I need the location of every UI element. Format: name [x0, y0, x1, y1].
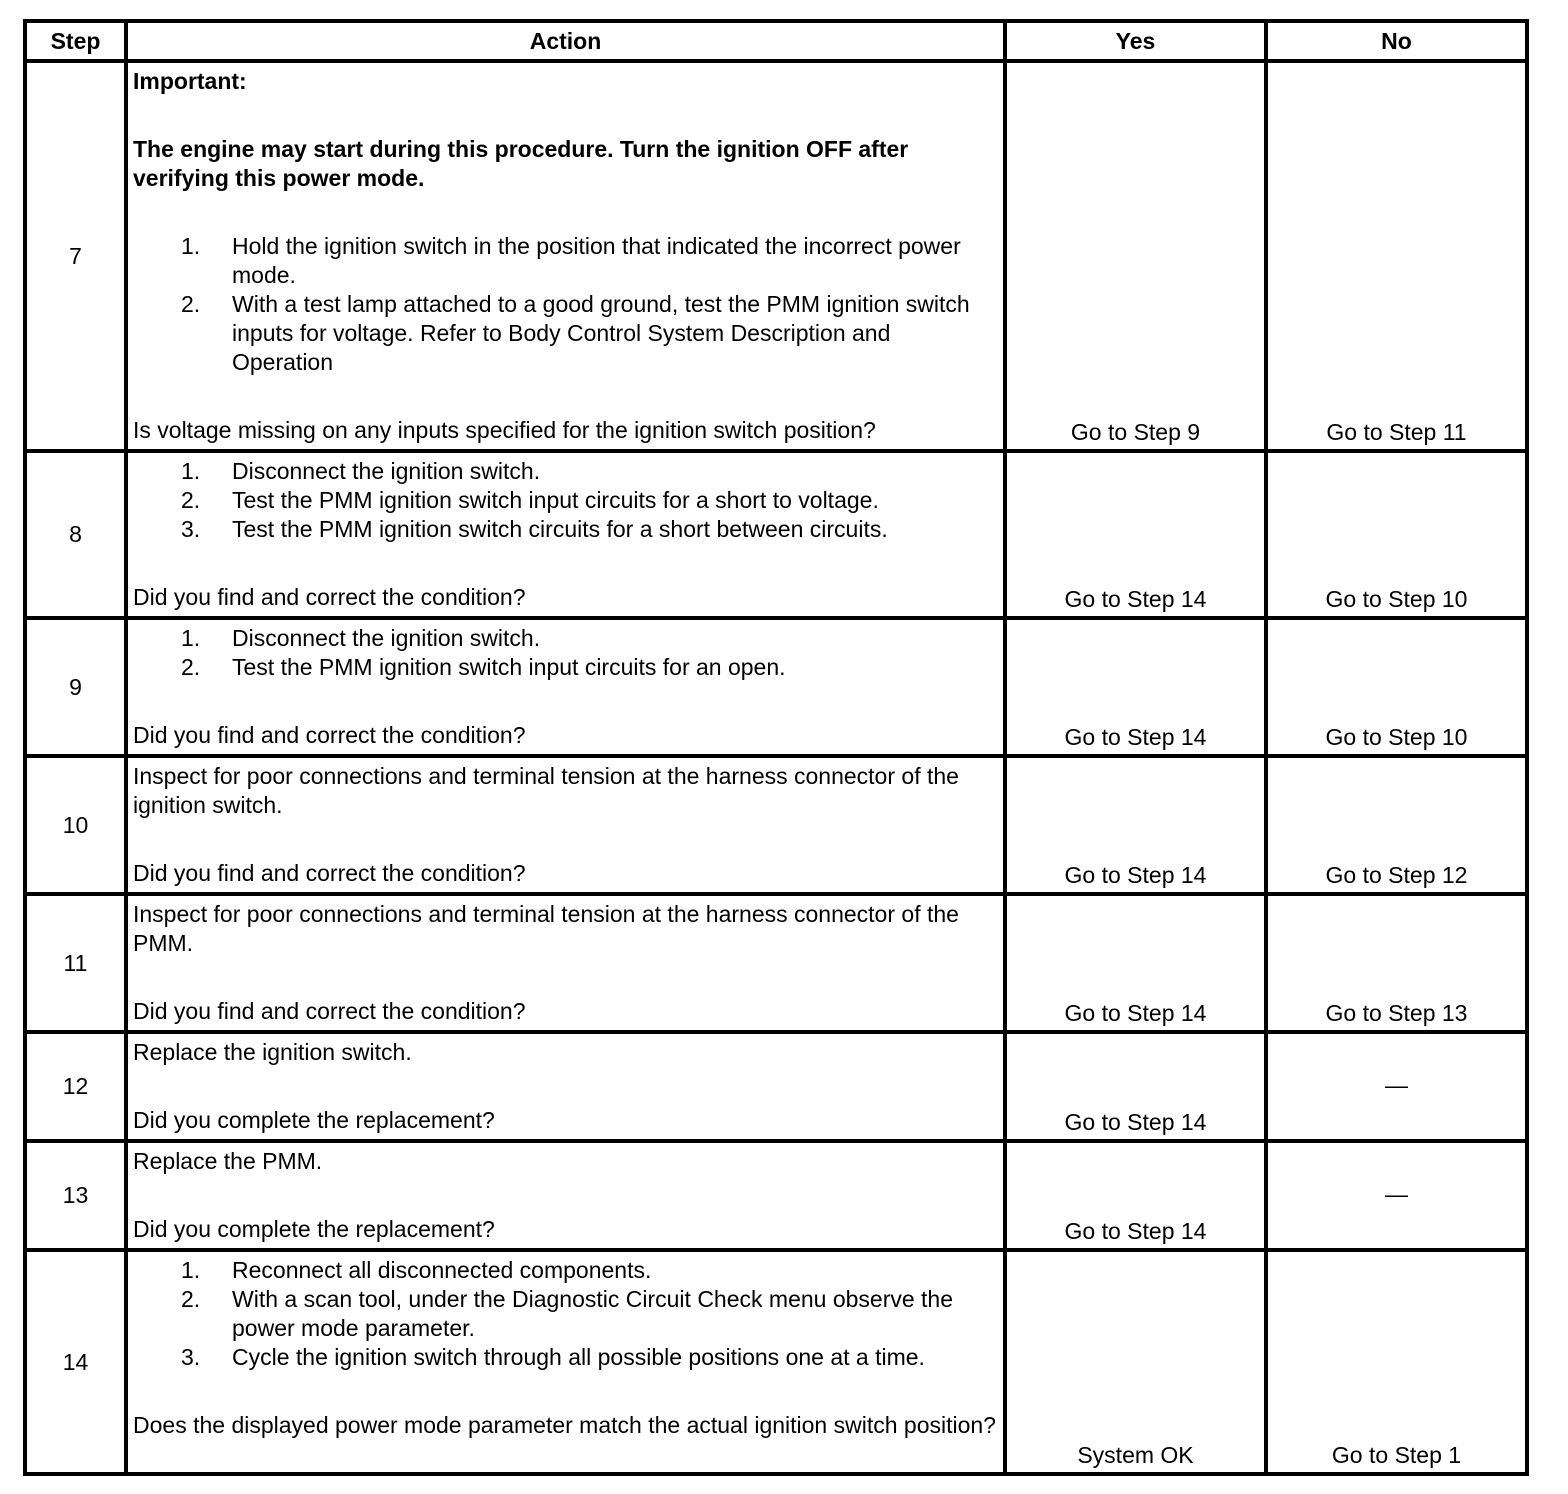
step-number: 7 [25, 61, 126, 451]
step-number: 10 [25, 756, 126, 894]
yes-result: Go to Step 14 [1005, 1141, 1266, 1250]
list-item: 2. Test the PMM ignition switch input circuits for a short to voltage. [181, 487, 879, 513]
table-row [25, 1141, 1527, 1250]
yes-result: Go to Step 14 [1005, 618, 1266, 756]
no-result: — [1266, 1141, 1527, 1250]
list-item: 3. Cycle the ignition switch through all possible positions one at a time. [181, 1344, 925, 1370]
list-item: 1. Disconnect the ignition switch. [181, 625, 541, 651]
table-row [25, 756, 1527, 894]
step-number: 14 [25, 1250, 126, 1474]
step-number: 12 [25, 1032, 126, 1141]
action-cell [126, 1250, 1005, 1474]
yes-result: System OK [1005, 1250, 1266, 1474]
list-item: 1. Disconnect the ignition switch. [181, 458, 541, 484]
question-text: Is voltage missing on any inputs specified for the ignition switch position? [133, 417, 876, 443]
diagnostic-table-page [23, 19, 1529, 1476]
table-row [25, 451, 1527, 618]
procedure-list [133, 457, 997, 544]
action-text: Inspect for poor connections and terminal tension at the harness connector of the ignition switch. [133, 763, 959, 818]
no-result: Go to Step 13 [1266, 894, 1527, 1032]
action-cell [126, 618, 1005, 756]
action-cell [126, 1032, 1005, 1141]
question-text: Did you complete the replacement? [133, 1107, 495, 1133]
action-cell [126, 1141, 1005, 1250]
yes-result: Go to Step 14 [1005, 756, 1266, 894]
important-text: The engine may start during this procedure. Turn the ignition OFF after verifying this power mode. [133, 136, 909, 191]
no-result: Go to Step 10 [1266, 451, 1527, 618]
action-cell [126, 61, 1005, 451]
procedure-list [133, 624, 997, 682]
yes-result: Go to Step 9 [1005, 61, 1266, 451]
diagnostic-table [23, 19, 1529, 1476]
important-label: Important: [133, 68, 247, 94]
table-row [25, 1032, 1527, 1141]
action-text: Replace the ignition switch. [133, 1039, 412, 1065]
no-result: Go to Step 11 [1266, 61, 1527, 451]
yes-result: Go to Step 14 [1005, 451, 1266, 618]
list-item: 1. Hold the ignition switch in the position that indicated the incorrect power mode. [181, 233, 961, 288]
yes-result: Go to Step 14 [1005, 894, 1266, 1032]
question-text: Did you find and correct the condition? [133, 722, 526, 748]
step-number: 8 [25, 451, 126, 618]
table-row [25, 1250, 1527, 1474]
question-text: Does the displayed power mode parameter match the actual ignition switch position? [133, 1412, 996, 1438]
action-text: Inspect for poor connections and terminal tension at the harness connector of the PMM. [133, 901, 959, 956]
table-row [25, 894, 1527, 1032]
action-cell [126, 451, 1005, 618]
question-text: Did you complete the replacement? [133, 1216, 495, 1242]
list-item: 2. Test the PMM ignition switch input circuits for an open. [181, 654, 786, 680]
question-text: Did you find and correct the condition? [133, 998, 526, 1024]
action-cell [126, 756, 1005, 894]
list-item: 2. With a scan tool, under the Diagnostic Circuit Check menu observe the power mode parameter. [181, 1286, 954, 1341]
step-number: 13 [25, 1141, 126, 1250]
yes-result: Go to Step 14 [1005, 1032, 1266, 1141]
no-result: Go to Step 10 [1266, 618, 1527, 756]
list-item: 3. Test the PMM ignition switch circuits for a short between circuits. [181, 516, 888, 542]
procedure-list [133, 1256, 997, 1372]
header-row [25, 21, 1527, 61]
no-result: Go to Step 12 [1266, 756, 1527, 894]
question-text: Did you find and correct the condition? [133, 584, 526, 610]
step-number: 9 [25, 618, 126, 756]
step-number: 11 [25, 894, 126, 1032]
list-item: 1. Reconnect all disconnected components. [181, 1257, 652, 1283]
header-no: No [1266, 21, 1527, 61]
question-text: Did you find and correct the condition? [133, 860, 526, 886]
table-row [25, 618, 1527, 756]
header-action: Action [126, 21, 1005, 61]
procedure-list [133, 232, 997, 377]
list-item: 2. With a test lamp attached to a good ground, test the PMM ignition switch inputs for voltage. Refer to Body Control System Description and Operation [181, 291, 970, 375]
no-result: — [1266, 1032, 1527, 1141]
header-yes: Yes [1005, 21, 1266, 61]
action-text: Replace the PMM. [133, 1148, 323, 1174]
table-row [25, 61, 1527, 451]
header-step: Step [25, 21, 126, 61]
action-cell [126, 894, 1005, 1032]
no-result: Go to Step 1 [1266, 1250, 1527, 1474]
